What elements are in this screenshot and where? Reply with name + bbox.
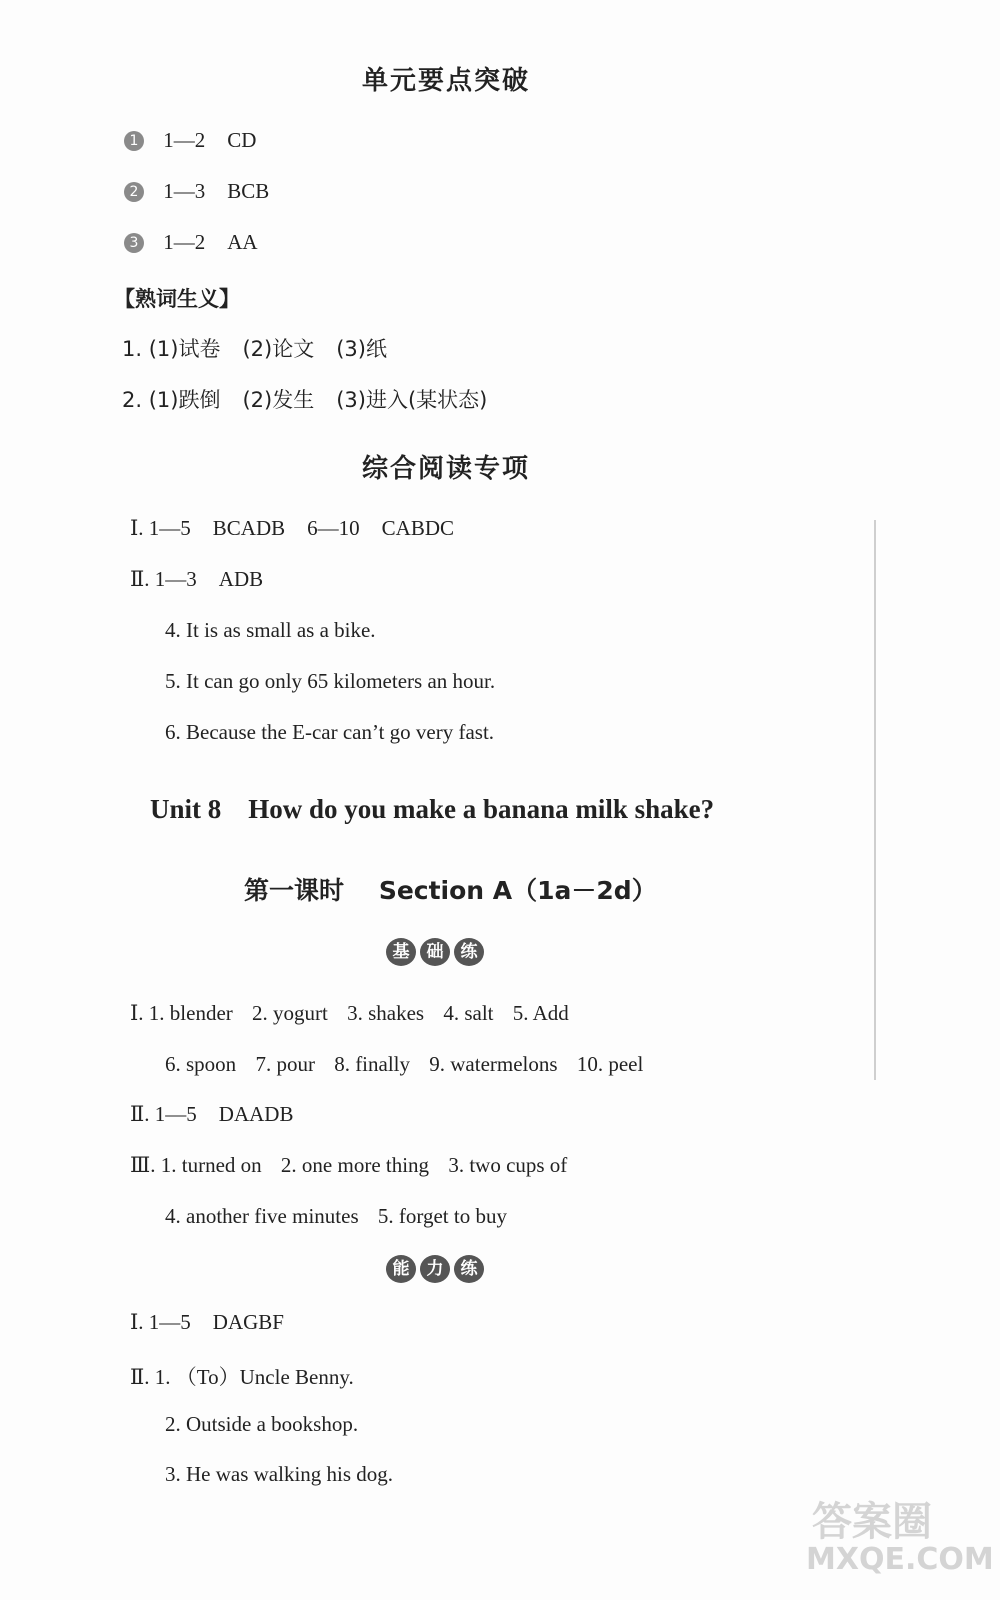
answer-line: 5. It can go only 65 kilometers an hour. (165, 669, 496, 693)
answer-line: 4. another five minutes 5. forget to buy (165, 1204, 507, 1228)
unit-title: Unit 8 How do you make a banana milk shake? (150, 794, 715, 824)
answer-line: Ⅱ. 1. （To）Uncle Benny. (130, 1365, 354, 1389)
number-marker: 1 (124, 131, 144, 151)
answer-line: Ⅰ. 1—5 DAGBF (130, 1310, 284, 1334)
answer-line: 4. It is as small as a bike. (165, 618, 376, 642)
number-marker: 3 (124, 233, 144, 253)
familiar-words-line: 1. (1)试卷 (2)论文 (3)纸 (122, 337, 387, 361)
answer-line: 6. Because the E-car can’t go very fast. (165, 720, 495, 744)
answer-line: Ⅱ. 1—3 ADB (130, 567, 264, 591)
basic-practice-badge: 基 础 练 (386, 938, 484, 966)
answer-line: 2 1—3 BCB (124, 179, 269, 204)
section-title-unit-points: 单元要点突破 (362, 66, 531, 96)
watermark-logo: 答案圈 MXQE.COM (806, 1499, 994, 1577)
ability-practice-badge: 能 力 练 (386, 1255, 484, 1283)
answer-line: Ⅰ. 1—5 BCADB 6—10 CABDC (130, 516, 455, 540)
answer-line: 6. spoon 7. pour 8. finally 9. watermelons 10. peel (165, 1052, 644, 1076)
answer-line: 2. Outside a bookshop. (165, 1412, 359, 1436)
familiar-words-label: 【熟词生义】 (114, 287, 240, 311)
number-marker: 2 (124, 182, 144, 202)
answer-line: Ⅰ. 1. blender 2. yogurt 3. shakes 4. salt 5. Add (130, 1001, 569, 1025)
answer-line: 3. He was walking his dog. (165, 1462, 394, 1486)
answer-line: Ⅲ. 1. turned on 2. one more thing 3. two cups of (130, 1153, 568, 1177)
lesson-title: 第一课时 Section A（1a－2d） (244, 876, 657, 905)
answer-line: 1 1—2 CD (124, 128, 256, 153)
margin-rule (874, 520, 876, 1080)
familiar-words-line: 2. (1)跌倒 (2)发生 (3)进入(某状态) (122, 388, 488, 412)
section-title-reading: 综合阅读专项 (362, 454, 531, 484)
answer-line: Ⅱ. 1—5 DAADB (130, 1102, 294, 1126)
answer-line: 3 1—2 AA (124, 230, 258, 255)
